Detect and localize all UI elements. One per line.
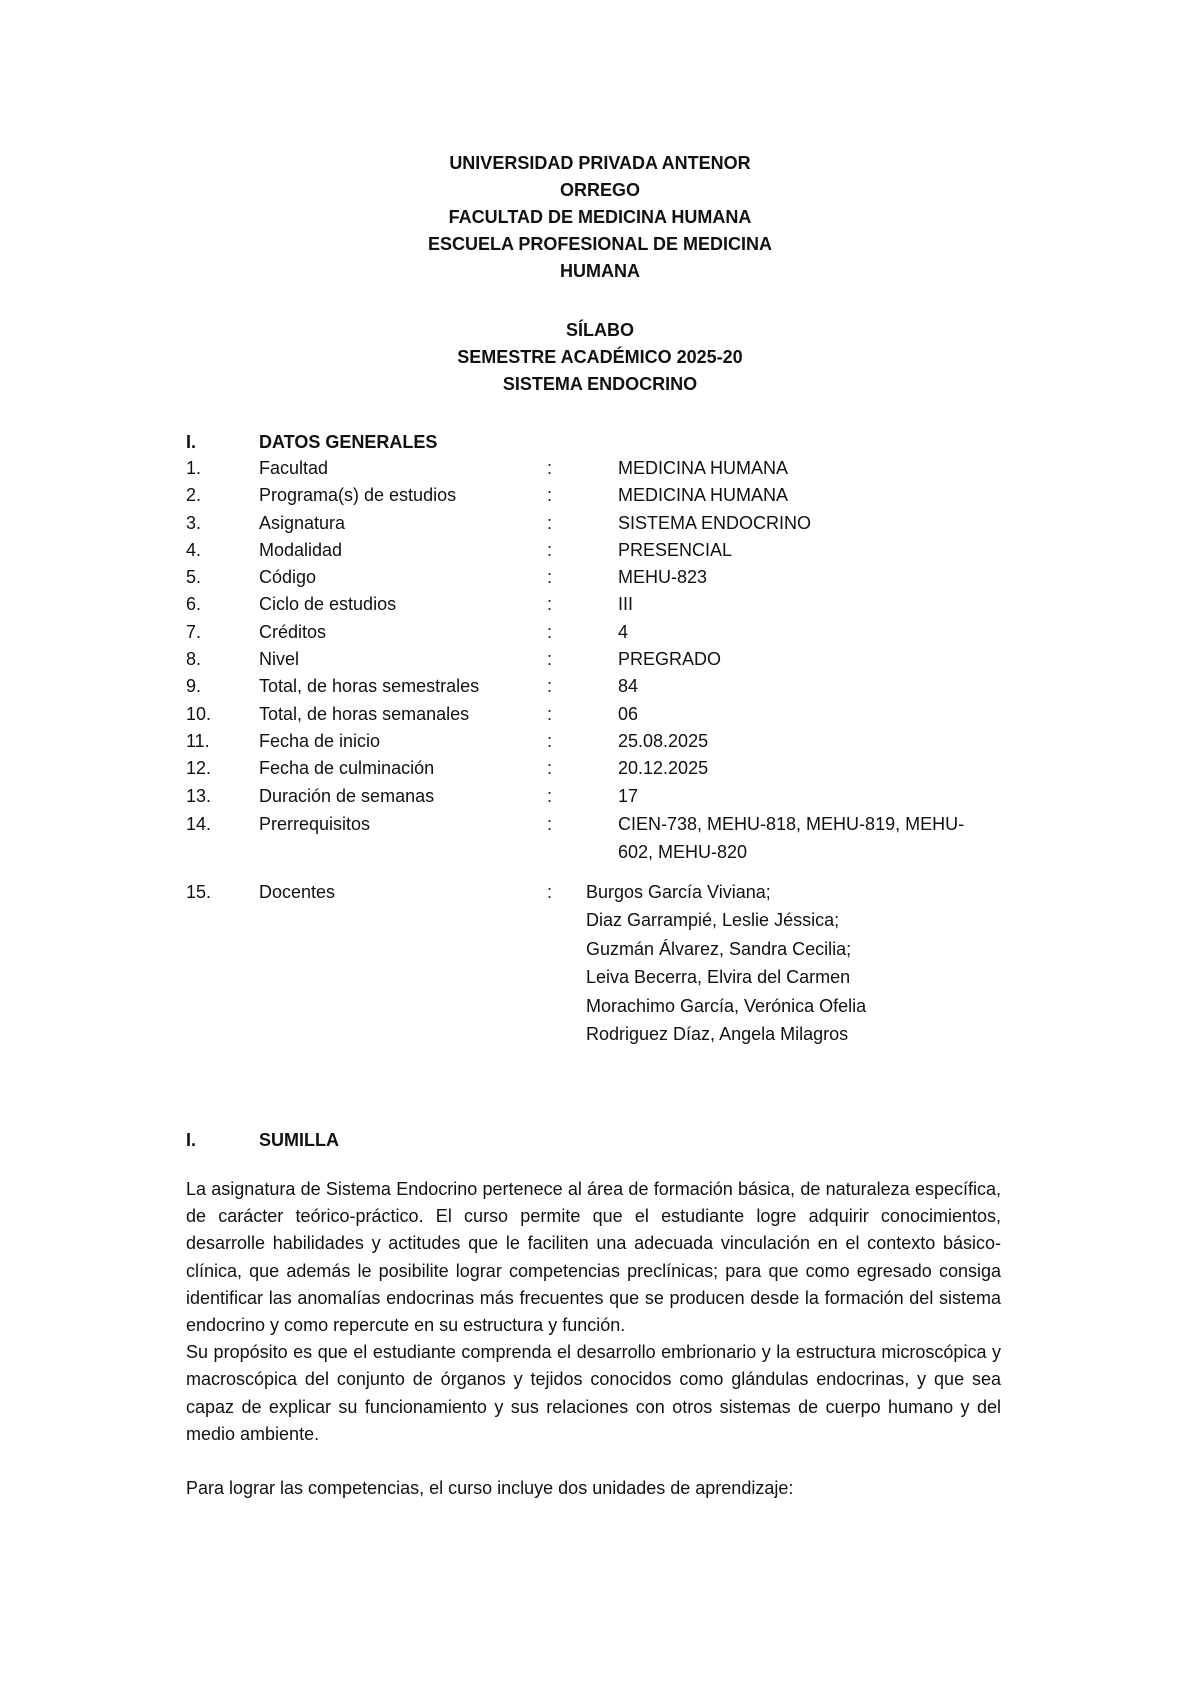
table-row: [186, 537, 1016, 564]
row-separator: :: [547, 813, 553, 834]
table-row: [186, 646, 1016, 673]
row-number: 12.: [186, 758, 212, 779]
row-label: Prerrequisitos: [259, 813, 371, 834]
prerequisites-value: CIEN-738, MEHU-818, MEHU-819, MEHU-602, MEHU-820: [618, 813, 965, 862]
datos-generales-table: [186, 455, 1016, 1048]
header-line: ESCUELA PROFESIONAL DE MEDICINA: [427, 234, 773, 254]
section-number: I.: [186, 1130, 197, 1150]
row-separator: :: [547, 512, 553, 533]
row-number: 14.: [186, 813, 212, 834]
row-value: 17: [618, 785, 639, 806]
row-value: PRESENCIAL: [618, 539, 733, 560]
docente-name: Morachimo García, Verónica Ofelia: [586, 995, 867, 1016]
row-number: 15.: [186, 881, 212, 902]
section-title: SUMILLA: [259, 1130, 339, 1150]
table-row: [186, 728, 1016, 755]
row-separator: :: [547, 539, 553, 560]
table-row: [186, 701, 1016, 728]
row-number: 6.: [186, 594, 202, 615]
row-label: Ciclo de estudios: [259, 594, 397, 615]
header-line: FACULTAD DE MEDICINA HUMANA: [448, 207, 752, 227]
row-number: 10.: [186, 703, 212, 724]
table-row: [186, 482, 1016, 509]
document-title-block: [0, 317, 1200, 398]
section-number: I.: [186, 432, 197, 452]
sumilla-paragraph: La asignatura de Sistema Endocrino pertenece al área de formación básica, de naturaleza específica, de carácter teórico-práctico. El curso permite que el estudiante logre adquirir conocimientos, desarrolle habilidades y actitudes que le faciliten una adecuada vinculación en el contexto básico-clínica, que además le posibilite lograr competencias preclínicas; para que como egresado consiga identificar las anomalías endocrinas más frecuentes que se producen desde la formación del sistema endocrino y como repercute en su estructura y función.: [186, 1179, 1001, 1336]
row-number: 8.: [186, 649, 202, 670]
row-number: 7.: [186, 621, 202, 642]
row-separator: :: [547, 881, 553, 902]
table-row: [186, 510, 1016, 537]
row-number: 4.: [186, 539, 202, 560]
docentes-row: [186, 878, 1016, 1048]
row-label: Créditos: [259, 621, 327, 642]
row-value: 84: [618, 676, 639, 697]
row-number: 11.: [186, 730, 210, 751]
row-separator: :: [547, 703, 553, 724]
table-row: [186, 455, 1016, 482]
row-label: Facultad: [259, 458, 329, 478]
row-label: Fecha de inicio: [259, 730, 381, 751]
row-number: 13.: [186, 785, 212, 806]
row-number: 3.: [186, 512, 202, 533]
row-label: Docentes: [259, 881, 336, 902]
row-label: Código: [259, 567, 317, 588]
prerequisites-row: [186, 810, 1016, 878]
docente-name: Burgos García Viviana;: [586, 881, 771, 902]
row-value: PREGRADO: [618, 649, 722, 670]
row-separator: :: [547, 567, 553, 588]
row-label: Asignatura: [259, 512, 346, 533]
table-row: [186, 619, 1016, 646]
document-type: SÍLABO: [565, 320, 634, 340]
row-label: Programa(s) de estudios: [259, 485, 457, 506]
row-value: 06: [618, 703, 639, 724]
docente-name: Leiva Becerra, Elvira del Carmen: [586, 967, 851, 988]
section-title: DATOS GENERALES: [259, 432, 438, 452]
row-value: MEDICINA HUMANA: [618, 485, 789, 506]
row-separator: :: [547, 785, 553, 806]
row-separator: :: [547, 621, 553, 642]
header-line: ORREGO: [559, 180, 640, 200]
row-value: SISTEMA ENDOCRINO: [618, 512, 812, 533]
row-label: Modalidad: [259, 539, 343, 560]
table-row: [186, 755, 1016, 782]
semester-title: SEMESTRE ACADÉMICO 2025-20: [457, 347, 743, 367]
row-separator: :: [547, 594, 553, 615]
sumilla-paragraph: Para lograr las competencias, el curso incluye dos unidades de aprendizaje:: [186, 1478, 794, 1499]
header-line: UNIVERSIDAD PRIVADA ANTENOR: [449, 153, 751, 173]
row-label: Duración de semanas: [259, 785, 435, 806]
table-row: [186, 591, 1016, 618]
sumilla-paragraph: Su propósito es que el estudiante comprenda el desarrollo embrionario y la estructura microscópica y macroscópica del conjunto de órganos y tejidos conocidos como glándulas endocrinas, y que sea capaz de explicar su funcionamiento y sus relaciones con otros sistemas de cuerpo humano y del medio ambiente.: [186, 1342, 1001, 1444]
docentes-list: [586, 878, 866, 1049]
docente-name: Rodriguez Díaz, Angela Milagros: [586, 1024, 849, 1045]
row-number: 1.: [186, 458, 202, 478]
row-separator: :: [547, 730, 553, 751]
row-separator: :: [547, 458, 553, 478]
course-title: SISTEMA ENDOCRINO: [502, 374, 698, 394]
docente-name: Diaz Garrampié, Leslie Jéssica;: [586, 910, 840, 931]
header-line: HUMANA: [560, 261, 640, 281]
row-number: 5.: [186, 567, 202, 588]
row-value: 25.08.2025: [618, 730, 709, 751]
row-value: MEDICINA HUMANA: [618, 458, 789, 478]
row-separator: :: [547, 649, 553, 670]
row-separator: :: [547, 676, 553, 697]
row-label: Fecha de culminación: [259, 758, 435, 779]
table-row: [186, 673, 1016, 700]
row-separator: :: [547, 758, 553, 779]
row-label: Total, de horas semestrales: [259, 676, 480, 697]
row-value: 4: [618, 621, 629, 642]
table-row: [186, 783, 1016, 810]
row-label: Nivel: [259, 649, 300, 670]
row-number: 2.: [186, 485, 202, 506]
row-value: 20.12.2025: [618, 758, 709, 779]
docente-name: Guzmán Álvarez, Sandra Cecilia;: [586, 938, 852, 959]
sumilla-body: [186, 1176, 1001, 1502]
row-number: 9.: [186, 676, 202, 697]
row-value: III: [618, 594, 634, 615]
institution-header: [0, 150, 1200, 285]
row-separator: :: [547, 485, 553, 506]
row-label: Total, de horas semanales: [259, 703, 470, 724]
table-row: [186, 564, 1016, 591]
row-value: MEHU-823: [618, 567, 708, 588]
